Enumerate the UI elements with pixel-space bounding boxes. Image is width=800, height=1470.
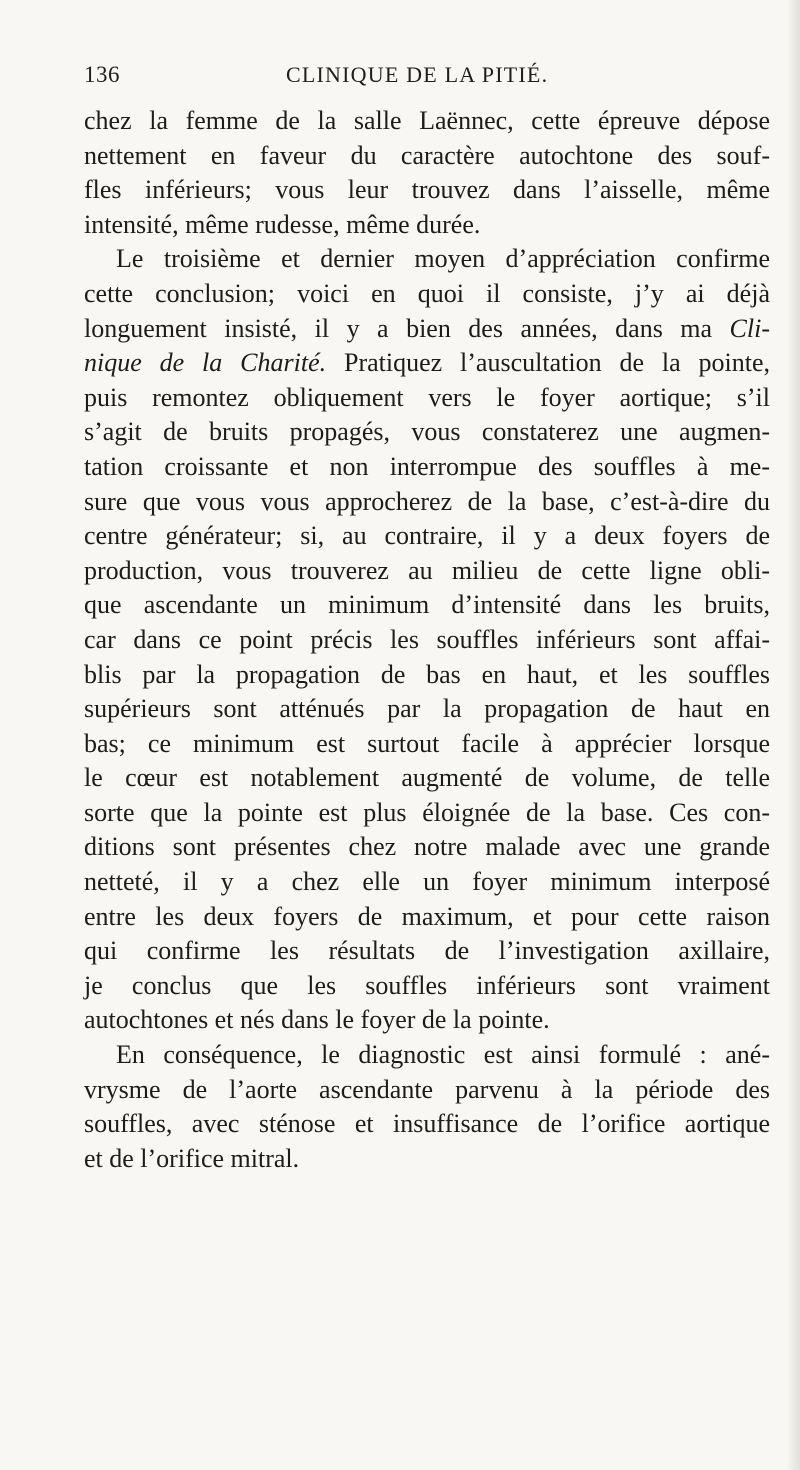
paragraph-start-line: Le troisième et dernier moyen d’appréciation confirme [116, 244, 770, 274]
text-line: qui confirme les résultats de l’investigation axillaire, [84, 936, 770, 966]
italic-title-fragment: Cli- [729, 313, 770, 343]
text-line: nettement en faveur du caractère autochtone des souf- [84, 140, 770, 170]
text-line: le cœur est notablement augmenté de volume, de telle [84, 763, 770, 793]
text-line: autochtones et nés dans le foyer de la pointe. [84, 1005, 550, 1035]
text-line: sorte que la pointe est plus éloignée de la base. Ces con- [84, 797, 770, 827]
text-line: chez la femme de la salle Laënnec, cette épreuve dépose [84, 106, 770, 135]
text-line: fles inférieurs; vous leur trouvez dans l’aisselle, même [84, 175, 770, 205]
text-line [84, 312, 770, 347]
text-line: souffles, avec sténose et insuffisance de l’orifice aortique [84, 1109, 770, 1139]
text-line: vrysme de l’aorte ascendante parvenu à la période des [84, 1074, 770, 1104]
body-text [84, 104, 770, 1176]
text-line: intensité, même rudesse, même durée. [84, 209, 481, 239]
text-line: netteté, il y a chez elle un foyer minimum interposé [84, 867, 770, 897]
paragraph-start-line: En conséquence, le diagnostic est ainsi formulé : ané- [116, 1040, 770, 1070]
text-line [84, 346, 770, 381]
text-line: sure que vous vous approcherez de la base, c’est-à-dire du [84, 486, 770, 516]
page-edge-shadow [786, 0, 800, 1470]
text-line: supérieurs sont atténués par la propagation de haut en [84, 694, 770, 724]
text-line: et de l’orifice mitral. [84, 1143, 300, 1173]
text-line: puis remontez obliquement vers le foyer aortique; s’il [84, 382, 770, 412]
text-line: ditions sont présentes chez notre malade avec une grande [84, 832, 770, 862]
text-line: s’agit de bruits propagés, vous constaterez une augmen- [84, 417, 770, 447]
text-line: entre les deux foyers de maximum, et pour cette raison [84, 901, 770, 931]
text-line: car dans ce point précis les souffles inférieurs sont affai- [84, 624, 770, 654]
text-line: production, vous trouverez au milieu de cette ligne obli- [84, 555, 770, 585]
text-line: bas; ce minimum est surtout facile à apprécier lorsque [84, 728, 770, 758]
text-fragment: longuement insisté, il y a bien des années, dans ma [84, 313, 730, 343]
text-line: que ascendante un minimum d’intensité dans les bruits, [84, 590, 770, 620]
italic-title-fragment: nique de la Charité. [84, 348, 327, 378]
text-line: blis par la propagation de bas en haut, et les souffles [84, 659, 770, 689]
text-line: centre générateur; si, au contraire, il y a deux foyers de [84, 521, 770, 551]
text-line: je conclus que les souffles inférieurs sont vraiment [84, 970, 770, 1000]
running-head: CLINIQUE DE LA PITIÉ. [286, 62, 549, 87]
text-fragment: Pratiquez l’auscultation de la pointe, [326, 348, 770, 378]
text-line: cette conclusion; voici en quoi il consiste, j’y ai déjà [84, 278, 770, 308]
text-line: tation croissante et non interrompue des souffles à me- [84, 451, 770, 481]
page-number: 136 [84, 62, 120, 87]
page-header [84, 62, 764, 94]
